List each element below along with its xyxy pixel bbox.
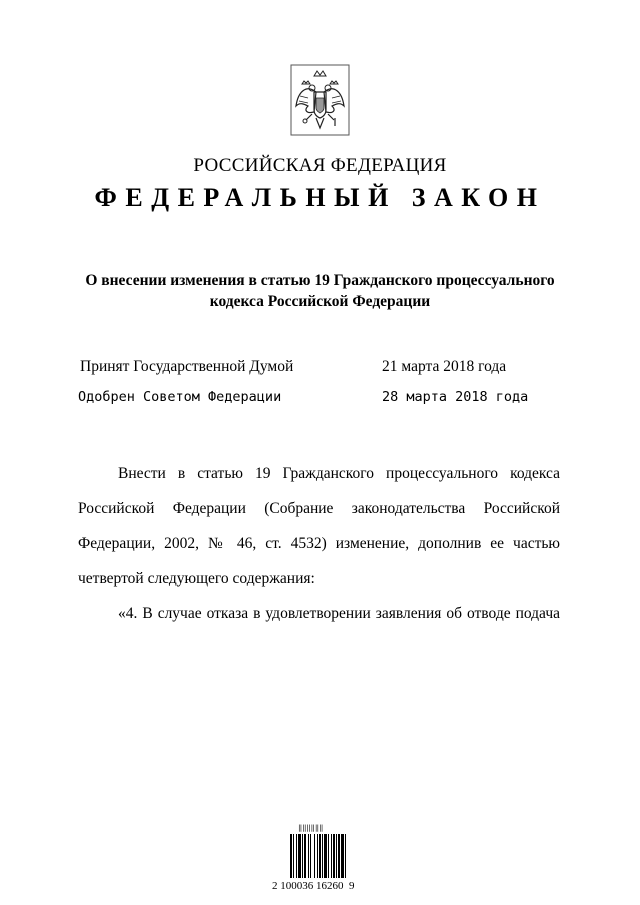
adoption-duma-date: 21 марта 2018 года xyxy=(382,358,507,375)
adoption-council-label: Одобрен Советом Федерации xyxy=(78,389,282,405)
barcode-icon xyxy=(288,822,364,884)
law-title: О внесении изменения в статью 19 Гражданского процессуального кодекса Российской Федерации xyxy=(85,272,555,310)
adoption-council-date: 28 марта 2018 года xyxy=(382,389,529,405)
body-paragraph-2: «4. В случае отказа в удовлетворении заявления об отводе подача xyxy=(118,605,560,622)
country-name: РОССИЙСКАЯ ФЕДЕРАЦИЯ xyxy=(193,155,447,176)
barcode-number: 2 100036 16260 9 xyxy=(272,880,355,892)
document-type: ФЕДЕРАЛЬНЫЙ ЗАКОН xyxy=(94,183,546,212)
svg-text:‖‖‖‖‖‖: ‖‖‖‖‖‖ xyxy=(298,824,324,832)
body-paragraph-1: Внести в статью 19 Гражданского процессуального кодекса Российской Федерации (Собрание законодательства Российской Федерации, 2002, № 46, ст. 4532) изменение, дополнив ее частью четвертой следующего содержания: xyxy=(78,465,560,587)
coat-of-arms-icon xyxy=(288,62,352,138)
adoption-duma-label: Принят Государственной Думой xyxy=(80,358,294,375)
law-body xyxy=(78,456,560,631)
